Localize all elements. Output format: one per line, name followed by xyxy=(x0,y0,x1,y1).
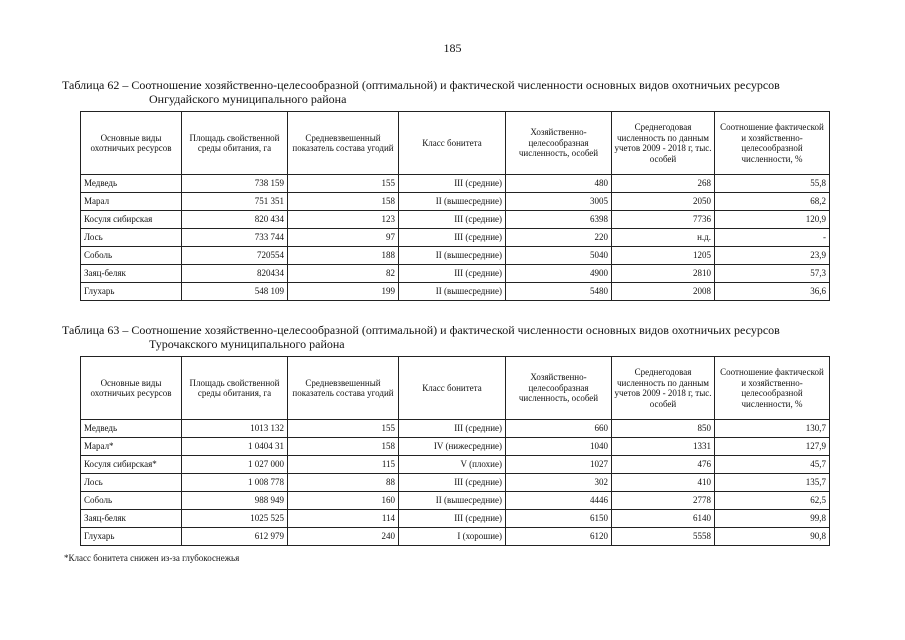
col-bonitet-header: Класс бонитета xyxy=(399,112,506,175)
optimal-cell: 480 xyxy=(506,175,612,193)
col-composition-header: Средневзвешенный показатель состава угодий xyxy=(288,112,399,175)
ratio-cell: - xyxy=(715,229,830,247)
bonitet-cell: III (средние) xyxy=(399,510,506,528)
composition-cell: 97 xyxy=(288,229,399,247)
area-cell: 1 0404 31 xyxy=(182,438,288,456)
ratio-cell: 55,8 xyxy=(715,175,830,193)
table-row xyxy=(81,474,830,492)
col-ratio-header: Соотношение фактической и хозяйственно-целесообразной численности, % xyxy=(715,112,830,175)
optimal-cell: 6150 xyxy=(506,510,612,528)
col-area-header: Площадь свойственной среды обитания, га xyxy=(182,357,288,420)
optimal-cell: 6120 xyxy=(506,528,612,546)
table-header-row xyxy=(81,357,830,420)
species-cell: Заяц-беляк xyxy=(81,510,182,528)
composition-cell: 160 xyxy=(288,492,399,510)
bonitet-cell: II (вышесредние) xyxy=(399,247,506,265)
ratio-cell: 23,9 xyxy=(715,247,830,265)
species-cell: Соболь xyxy=(81,492,182,510)
composition-cell: 199 xyxy=(288,283,399,301)
ratio-cell: 130,7 xyxy=(715,420,830,438)
table-row xyxy=(81,456,830,474)
area-cell: 1025 525 xyxy=(182,510,288,528)
col-optimal-header: Хозяйственно-целесообразная численность, особей xyxy=(506,112,612,175)
bonitet-cell: III (средние) xyxy=(399,420,506,438)
col-actual-header: Среднегодовая численность по данным учетов 2009 - 2018 г, тыс. особей xyxy=(612,112,715,175)
ratio-cell: 120,9 xyxy=(715,211,830,229)
table-63-caption-line2: Турочакского муниципального района xyxy=(149,337,345,351)
ratio-cell: 57,3 xyxy=(715,265,830,283)
optimal-cell: 1027 xyxy=(506,456,612,474)
actual-cell: 6140 xyxy=(612,510,715,528)
area-cell: 720554 xyxy=(182,247,288,265)
bonitet-cell: III (средние) xyxy=(399,265,506,283)
actual-cell: 2008 xyxy=(612,283,715,301)
composition-cell: 123 xyxy=(288,211,399,229)
actual-cell: 2778 xyxy=(612,492,715,510)
col-optimal-header: Хозяйственно-целесообразная численность, особей xyxy=(506,357,612,420)
optimal-cell: 3005 xyxy=(506,193,612,211)
bonitet-cell: IV (нижесредние) xyxy=(399,438,506,456)
species-cell: Медведь xyxy=(81,420,182,438)
table-row xyxy=(81,438,830,456)
species-cell: Глухарь xyxy=(81,283,182,301)
area-cell: 988 949 xyxy=(182,492,288,510)
ratio-cell: 135,7 xyxy=(715,474,830,492)
area-cell: 733 744 xyxy=(182,229,288,247)
table-63-caption-line1: Таблица 63 – Соотношение хозяйственно-целесообразной (оптимальной) и фактической численности основных видов охотничьих ресурсов xyxy=(62,323,780,337)
actual-cell: 1205 xyxy=(612,247,715,265)
table-63-caption xyxy=(62,323,780,351)
actual-cell: 410 xyxy=(612,474,715,492)
footnote: *Класс бонитета снижен из-за глубокоснежья xyxy=(64,553,240,563)
col-species-header: Основные виды охотничьих ресурсов xyxy=(81,112,182,175)
area-cell: 612 979 xyxy=(182,528,288,546)
table-62-caption-line1: Таблица 62 – Соотношение хозяйственно-целесообразной (оптимальной) и фактической численности основных видов охотничьих ресурсов xyxy=(62,78,780,92)
area-cell: 1013 132 xyxy=(182,420,288,438)
actual-cell: 850 xyxy=(612,420,715,438)
bonitet-cell: II (вышесредние) xyxy=(399,492,506,510)
area-cell: 1 027 000 xyxy=(182,456,288,474)
table-row xyxy=(81,247,830,265)
optimal-cell: 4900 xyxy=(506,265,612,283)
species-cell: Марал* xyxy=(81,438,182,456)
bonitet-cell: III (средние) xyxy=(399,229,506,247)
species-cell: Косуля сибирская xyxy=(81,211,182,229)
area-cell: 820 434 xyxy=(182,211,288,229)
composition-cell: 82 xyxy=(288,265,399,283)
optimal-cell: 660 xyxy=(506,420,612,438)
area-cell: 1 008 778 xyxy=(182,474,288,492)
actual-cell: 2050 xyxy=(612,193,715,211)
actual-cell: 1331 xyxy=(612,438,715,456)
ratio-cell: 62,5 xyxy=(715,492,830,510)
col-composition-header: Средневзвешенный показатель состава угодий xyxy=(288,357,399,420)
actual-cell: 5558 xyxy=(612,528,715,546)
composition-cell: 155 xyxy=(288,175,399,193)
ratio-cell: 99,8 xyxy=(715,510,830,528)
optimal-cell: 1040 xyxy=(506,438,612,456)
table-row xyxy=(81,510,830,528)
bonitet-cell: III (средние) xyxy=(399,474,506,492)
area-cell: 738 159 xyxy=(182,175,288,193)
species-cell: Лось xyxy=(81,474,182,492)
table-row xyxy=(81,211,830,229)
species-cell: Соболь xyxy=(81,247,182,265)
table-row xyxy=(81,193,830,211)
composition-cell: 158 xyxy=(288,193,399,211)
actual-cell: 2810 xyxy=(612,265,715,283)
area-cell: 751 351 xyxy=(182,193,288,211)
species-cell: Медведь xyxy=(81,175,182,193)
table-row xyxy=(81,265,830,283)
table-row xyxy=(81,420,830,438)
table-62-caption xyxy=(62,78,780,106)
bonitet-cell: II (вышесредние) xyxy=(399,193,506,211)
bonitet-cell: V (плохие) xyxy=(399,456,506,474)
col-ratio-header: Соотношение фактической и хозяйственно-целесообразной численности, % xyxy=(715,357,830,420)
table-62 xyxy=(80,111,830,301)
bonitet-cell: II (вышесредние) xyxy=(399,283,506,301)
bonitet-cell: III (средние) xyxy=(399,175,506,193)
composition-cell: 155 xyxy=(288,420,399,438)
species-cell: Косуля сибирская* xyxy=(81,456,182,474)
table-row xyxy=(81,175,830,193)
optimal-cell: 6398 xyxy=(506,211,612,229)
col-bonitet-header: Класс бонитета xyxy=(399,357,506,420)
table-row xyxy=(81,283,830,301)
actual-cell: 7736 xyxy=(612,211,715,229)
page-number: 185 xyxy=(443,41,462,55)
optimal-cell: 302 xyxy=(506,474,612,492)
actual-cell: 268 xyxy=(612,175,715,193)
table-63-body xyxy=(81,420,830,546)
table-header-row xyxy=(81,112,830,175)
ratio-cell: 45,7 xyxy=(715,456,830,474)
col-area-header: Площадь свойственной среды обитания, га xyxy=(182,112,288,175)
ratio-cell: 127,9 xyxy=(715,438,830,456)
species-cell: Марал xyxy=(81,193,182,211)
table-row xyxy=(81,229,830,247)
table-row xyxy=(81,492,830,510)
composition-cell: 158 xyxy=(288,438,399,456)
composition-cell: 188 xyxy=(288,247,399,265)
ratio-cell: 36,6 xyxy=(715,283,830,301)
area-cell: 820434 xyxy=(182,265,288,283)
species-cell: Заяц-беляк xyxy=(81,265,182,283)
col-actual-header: Среднегодовая численность по данным учетов 2009 - 2018 г, тыс. особей xyxy=(612,357,715,420)
composition-cell: 115 xyxy=(288,456,399,474)
bonitet-cell: I (хорошие) xyxy=(399,528,506,546)
optimal-cell: 5480 xyxy=(506,283,612,301)
table-62-caption-line2: Онгудайского муниципального района xyxy=(149,92,347,106)
table-62-body xyxy=(81,175,830,301)
ratio-cell: 68,2 xyxy=(715,193,830,211)
optimal-cell: 5040 xyxy=(506,247,612,265)
table-63 xyxy=(80,356,830,546)
col-species-header: Основные виды охотничьих ресурсов xyxy=(81,357,182,420)
species-cell: Глухарь xyxy=(81,528,182,546)
ratio-cell: 90,8 xyxy=(715,528,830,546)
optimal-cell: 220 xyxy=(506,229,612,247)
table-row xyxy=(81,528,830,546)
composition-cell: 88 xyxy=(288,474,399,492)
area-cell: 548 109 xyxy=(182,283,288,301)
optimal-cell: 4446 xyxy=(506,492,612,510)
actual-cell: н.д. xyxy=(612,229,715,247)
bonitet-cell: III (средние) xyxy=(399,211,506,229)
actual-cell: 476 xyxy=(612,456,715,474)
species-cell: Лось xyxy=(81,229,182,247)
composition-cell: 240 xyxy=(288,528,399,546)
composition-cell: 114 xyxy=(288,510,399,528)
